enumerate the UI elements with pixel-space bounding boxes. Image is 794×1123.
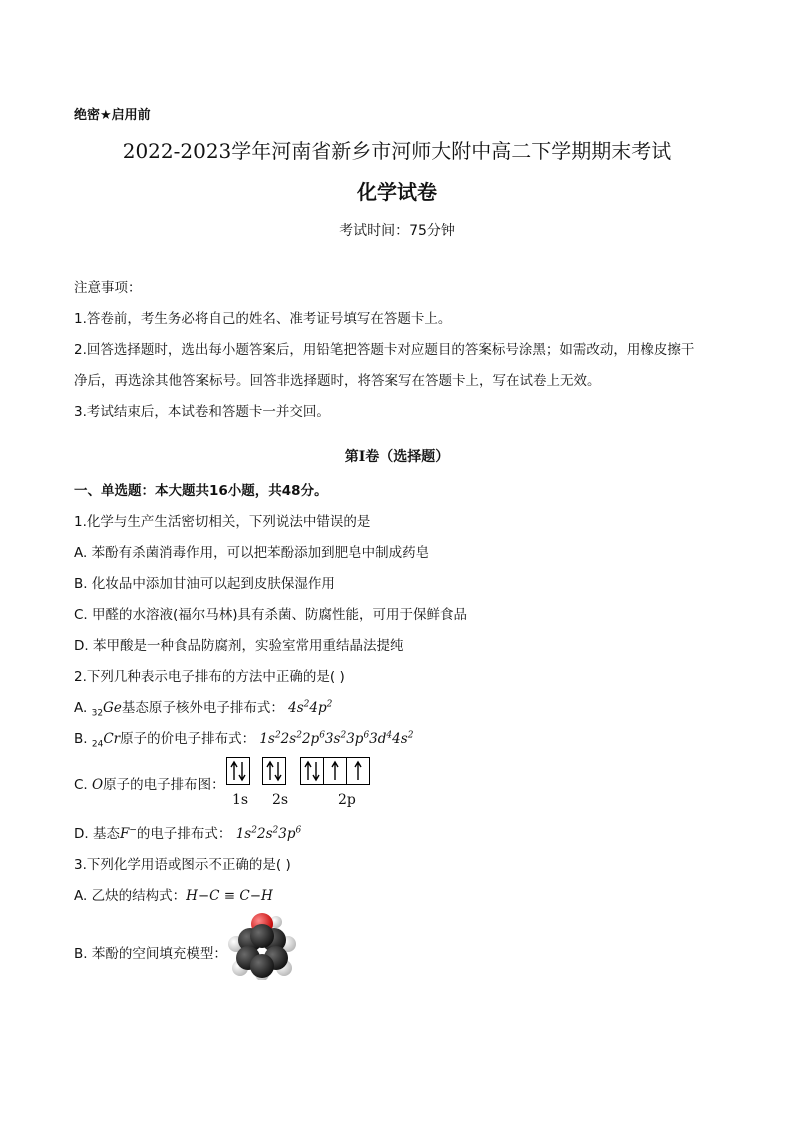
spin-pair-icon [265, 760, 283, 782]
secret-label: 绝密★启用前 [74, 108, 151, 123]
option-text: 基态原子核外电子排布式： [121, 700, 284, 716]
option-prefix: B. [74, 731, 88, 747]
element-symbol: Ge [103, 700, 122, 716]
section-title: 第I卷（选择题） [344, 449, 450, 465]
option-prefix: C. [74, 777, 88, 793]
q1-stem: 1.化学与生产生活密切相关，下列说法中错误的是 [74, 514, 371, 530]
q1-option-a: A. 苯酚有杀菌消毒作用，可以把苯酚添加到肥皂中制成药皂 [74, 545, 430, 561]
q2-option-c [74, 773, 225, 793]
q2-option-b [74, 727, 413, 750]
atomic-number: 32 [91, 708, 104, 719]
q3-stem: 3.下列化学用语或图示不正确的是( ) [74, 857, 291, 873]
option-text: A. 乙炔的结构式： [74, 888, 187, 904]
spin-pair-icon [229, 760, 247, 782]
option-text: 原子的价电子排布式： [120, 731, 256, 747]
exam-time: 考试时间：75分钟 [339, 223, 455, 239]
notes-heading: 注意事项： [74, 280, 142, 296]
spin-up-icon [326, 760, 344, 782]
orbital-box-1s [226, 757, 250, 785]
spin-up-icon [349, 760, 367, 782]
element-symbol: O [92, 777, 104, 793]
notes-item-3: 3.考试结束后，本试卷和答题卡一并交回。 [74, 404, 330, 420]
exam-subject-title: 化学试卷 [357, 180, 437, 204]
section-subtitle: 一、单选题：本大题共16小题，共48分。 [74, 483, 328, 499]
electron-configuration: $1s^22s^23p^6$ [235, 825, 302, 842]
q2-option-d [74, 822, 301, 842]
orbital-cell [227, 758, 249, 784]
q2-option-a [74, 696, 332, 719]
spin-pair-icon [303, 760, 321, 782]
ion-charge: − [129, 825, 137, 836]
atomic-number: 24 [91, 739, 104, 750]
orbital-label-2p: 2p [338, 792, 356, 808]
option-text: 原子的电子排布图： [103, 777, 225, 793]
orbital-label-1s: 1s [232, 792, 249, 808]
orbital-cell [347, 758, 369, 784]
orbital-cell [324, 758, 347, 784]
orbital-box-2p [300, 757, 370, 785]
orbital-cell [263, 758, 285, 784]
electron-configuration: $4s^24p^2$ [288, 699, 333, 716]
notes-item-2-line1: 2.回答选择题时，选出每小题答案后，用铅笔把答题卡对应题目的答案标号涂黑；如需改动，用橡皮擦干 [74, 342, 695, 358]
exam-title: 2022-2023学年河南省新乡市河师大附中高二下学期期末考试 [122, 139, 672, 163]
q1-option-b: B. 化妆品中添加甘油可以起到皮肤保湿作用 [74, 576, 335, 592]
q1-option-c: C. 甲醛的水溶液(福尔马林)具有杀菌、防腐性能，可用于保鲜食品 [74, 607, 468, 623]
notes-item-2-line2: 净后，再选涂其他答案标号。回答非选择题时，将答案写在答题卡上，写在试卷上无效。 [74, 373, 601, 389]
element-symbol: F [119, 826, 130, 842]
q2-stem: 2.下列几种表示电子排布的方法中正确的是( ) [74, 669, 345, 685]
orbital-cell [301, 758, 324, 784]
structural-formula: H−C ≡ C−H [186, 888, 273, 904]
orbital-label-2s: 2s [272, 792, 289, 808]
orbital-box-2s [262, 757, 286, 785]
q3-option-b: B. 苯酚的空间填充模型： [74, 946, 227, 962]
q3-option-a [74, 884, 273, 904]
notes-item-1: 1.答卷前，考生务必将自己的姓名、准考证号填写在答题卡上。 [74, 311, 452, 327]
option-text: 的电子排布式： [136, 826, 232, 842]
phenol-space-filling-model-icon [228, 910, 296, 980]
electron-configuration: $1s^22s^22p^63s^23p^63d^44s^2$ [259, 730, 414, 747]
element-symbol: Cr [103, 731, 121, 747]
option-prefix: D. 基态 [74, 826, 120, 842]
option-prefix: A. [74, 700, 88, 716]
q1-option-d: D. 苯甲酸是一种食品防腐剂，实验室常用重结晶法提纯 [74, 638, 404, 654]
